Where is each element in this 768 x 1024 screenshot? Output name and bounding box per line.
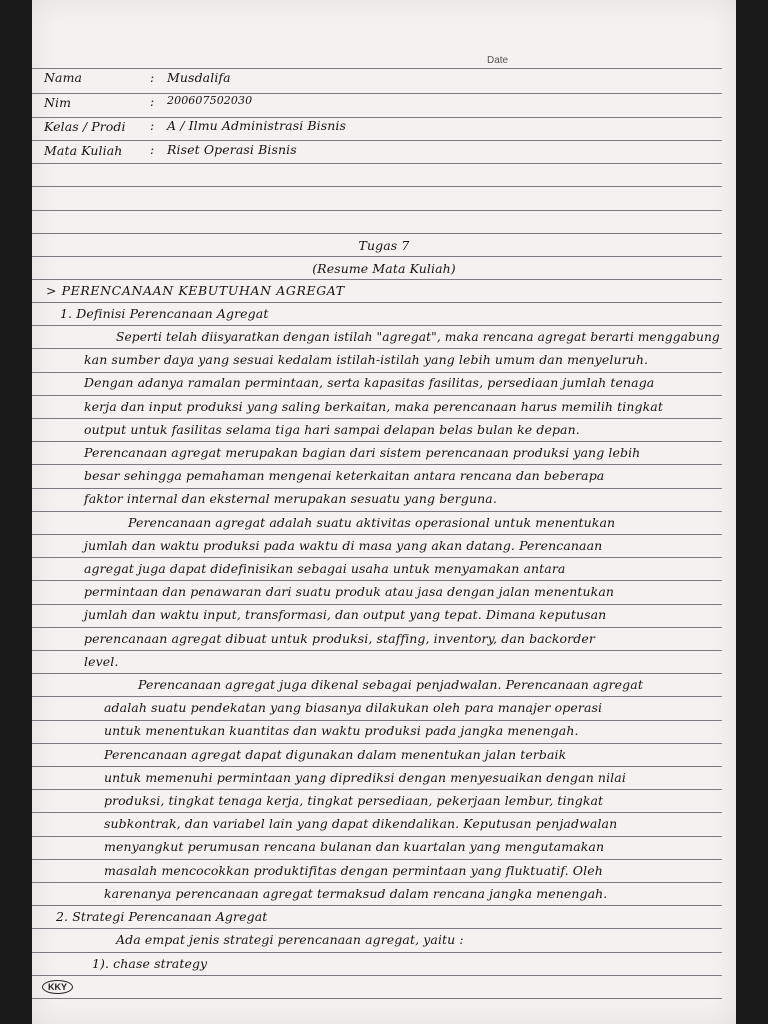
brand-logo: KKY [42,980,73,994]
colon: : [150,94,155,109]
ruled-line [32,210,722,211]
ruled-line [32,441,722,442]
body-line: Perencanaan agregat merupakan bagian dari sistem perencanaan produksi yang lebih [84,445,641,460]
ruled-line [32,743,722,744]
body-line: kan sumber daya yang sesuai kedalam istilah-istilah yang lebih umum dan menyeluruh. [84,352,649,367]
ruled-line [32,766,722,767]
ruled-line [32,93,722,94]
ruled-line [32,534,722,535]
assignment-subtitle: (Resume Mata Kuliah) [312,261,456,276]
name-label: Nama [44,70,83,85]
ruled-line [32,395,722,396]
body-line: Seperti telah diisyaratkan dengan istilah "agregat", maka rencana agregat berarti menggabung [116,329,720,344]
ruled-line [32,372,722,373]
colon: : [150,142,155,157]
strategy-item: 1). chase strategy [92,956,208,971]
ruled-line [32,905,722,906]
ruled-line [32,418,722,419]
body-line: perencanaan agregat dibuat untuk produksi, staffing, inventory, dan backorder [84,631,595,646]
body-line: Perencanaan agregat juga dikenal sebagai penjadwalan. Perencanaan agregat [138,677,643,692]
ruled-line [32,256,722,257]
body-line: kerja dan input produksi yang saling berkaitan, maka perencanaan harus memilih tingkat [84,399,663,414]
ruled-line [32,696,722,697]
ruled-line [32,673,722,674]
nim-label: Nim [44,95,72,110]
course-value: Riset Operasi Bisnis [167,142,297,157]
ruled-line [32,720,722,721]
ruled-line [32,348,722,349]
body-line: permintaan dan penawaran dari suatu produk atau jasa dengan jalan menentukan [84,584,615,599]
nim-value: 200607502030 [167,94,253,107]
ruled-line [32,928,722,929]
ruled-line [32,464,722,465]
body-line: faktor internal dan eksternal merupakan sesuatu yang berguna. [84,491,497,506]
subsection-heading: 2. Strategi Perencanaan Agregat [56,909,268,924]
ruled-line [32,488,722,489]
colon: : [150,70,155,85]
body-line: Perencanaan agregat dapat digunakan dalam menentukan jalan terbaik [104,747,567,762]
body-line: agregat juga dapat didefinisikan sebagai usaha untuk menyamakan antara [84,561,566,576]
class-label: Kelas / Prodi [44,119,126,134]
ruled-line [32,859,722,860]
ruled-line [32,302,722,303]
ruled-line [32,604,722,605]
body-line: produksi, tingkat tenaga kerja, tingkat persediaan, pekerjaan lembur, tingkat [104,793,604,808]
body-line: untuk menentukan kuantitas dan waktu produksi pada jangka menengah. [104,723,579,738]
colon: : [150,118,155,133]
ruled-line [32,163,722,164]
body-line: karenanya perencanaan agregat termaksud dalam rencana jangka menengah. [104,886,608,901]
assignment-title: Tugas 7 [358,238,410,253]
ruled-line [32,882,722,883]
body-line: subkontrak, dan variabel lain yang dapat dikendalikan. Keputusan penjadwalan [104,816,618,831]
ruled-line [32,998,722,999]
notebook-page [32,0,736,1024]
ruled-line [32,975,722,976]
ruled-line [32,650,722,651]
ruled-line [32,68,722,69]
date-label: Date [487,55,509,66]
body-line: untuk memenuhi permintaan yang diprediksi dengan menyesuaikan dengan nilai [104,770,626,785]
body-line: menyangkut perumusan rencana bulanan dan kuartalan yang mengutamakan [104,839,605,854]
section-heading: > PERENCANAAN KEBUTUHAN AGREGAT [46,283,345,298]
ruled-line [32,580,722,581]
ruled-line [32,557,722,558]
strategy-intro: Ada empat jenis strategi perencanaan agregat, yaitu : [116,932,464,947]
ruled-line [32,511,722,512]
body-line: Dengan adanya ramalan permintaan, serta kapasitas fasilitas, persediaan jumlah tenaga [84,375,655,390]
ruled-line [32,140,722,141]
subsection-heading: 1. Definisi Perencanaan Agregat [60,306,269,321]
class-value: A / Ilmu Administrasi Bisnis [167,118,347,133]
body-line: jumlah dan waktu produksi pada waktu di masa yang akan datang. Perencanaan [84,538,603,553]
body-line: output untuk fasilitas selama tiga hari sampai delapan belas bulan ke depan. [84,422,580,437]
name-value: Musdalifa [167,70,231,85]
ruled-line [32,952,722,953]
ruled-line [32,325,722,326]
ruled-line [32,186,722,187]
ruled-line [32,279,722,280]
body-line: adalah suatu pendekatan yang biasanya dilakukan oleh para manajer operasi [104,700,603,715]
body-line: Perencanaan agregat adalah suatu aktivitas operasional untuk menentukan [128,515,616,530]
ruled-line [32,233,722,234]
course-label: Mata Kuliah [44,143,123,158]
body-line: masalah mencocokkan produktifitas dengan permintaan yang fluktuatif. Oleh [104,863,603,878]
body-line: level. [84,654,119,669]
ruled-line [32,812,722,813]
ruled-line [32,836,722,837]
ruled-line [32,627,722,628]
body-line: jumlah dan waktu input, transformasi, dan output yang tepat. Dimana keputusan [84,607,607,622]
body-line: besar sehingga pemahaman mengenai keterkaitan antara rencana dan beberapa [84,468,605,483]
ruled-line [32,117,722,118]
ruled-line [32,789,722,790]
